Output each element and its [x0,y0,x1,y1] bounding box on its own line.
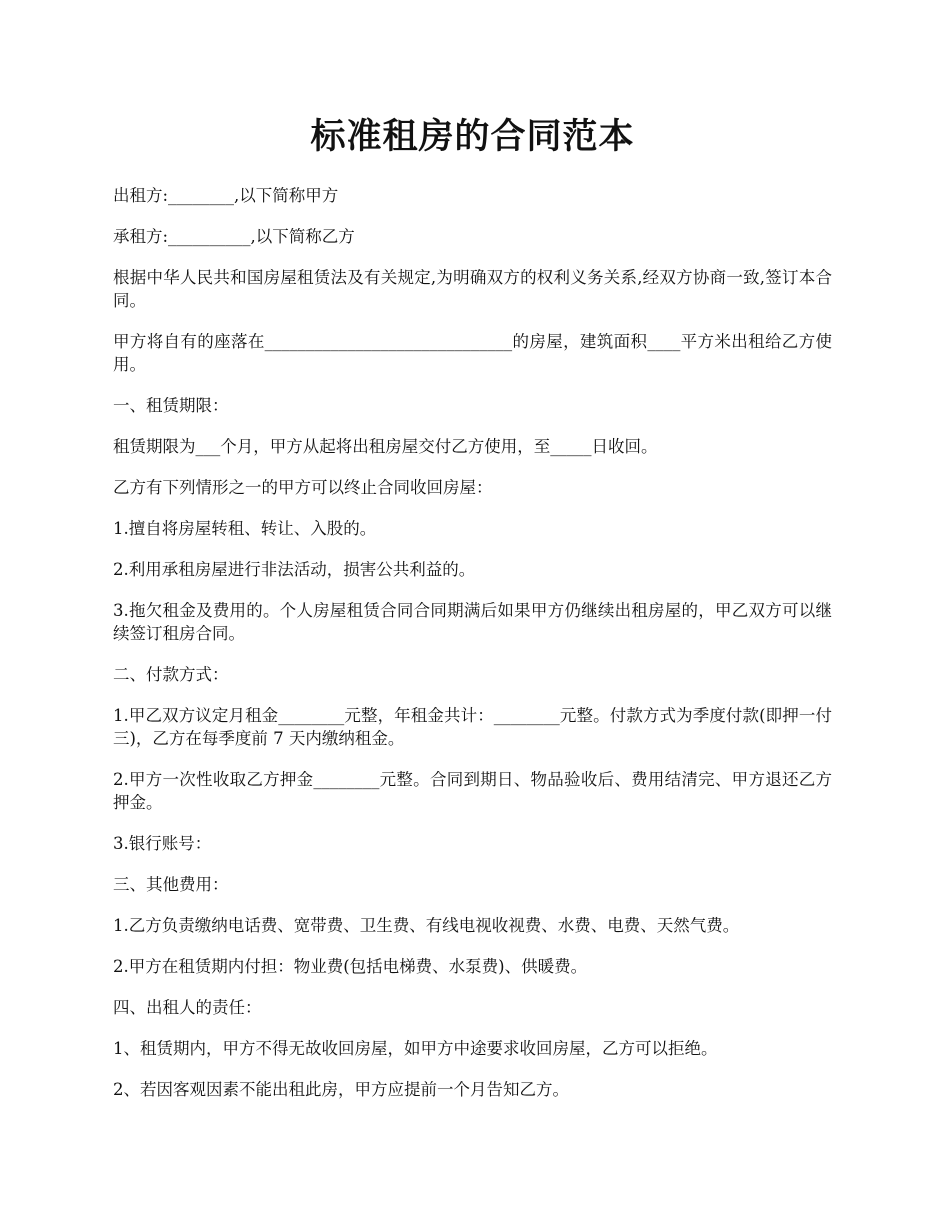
lease-term-paragraph: 租赁期限为___个月，甲方从起将出租房屋交付乙方使用，至_____日收回。 [113,437,658,456]
property-paragraph: 甲方将自有的座落在______________________________的房屋，建筑面积____平方米出租给乙方使用。 [113,332,832,374]
fees-item-2: 2.甲方在租赁期内付担：物业费(包括电梯费、水泵费)、供暖费。 [113,957,588,976]
termination-item-2: 2.利用承租房屋进行非法活动，损害公共利益的。 [113,560,476,579]
lessee-line: 承租方:__________,以下简称乙方 [113,227,355,246]
section-heading-payment: 二、付款方式： [113,665,229,684]
termination-conditions-intro: 乙方有下列情形之一的甲方可以终止合同收回房屋： [113,478,493,497]
duties-item-2: 2、若因客观因素不能出租此房，甲方应提前一个月告知乙方。 [113,1080,569,1099]
termination-item-1: 1.擅自将房屋转租、转让、入股的。 [113,519,377,538]
section-heading-lessor-duties: 四、出租人的责任： [113,998,262,1017]
payment-item-3: 3.银行账号： [113,834,212,853]
section-heading-lease-term: 一、租赁期限： [113,396,229,415]
document-title: 标准租房的合同范本 [310,116,635,157]
termination-item-3: 3.拖欠租金及费用的。个人房屋租赁合同合同期满后如果甲方仍继续出租房屋的，甲乙双方可以继续签订租房合同。 [113,601,832,643]
lessor-line: 出租方:________,以下简称甲方 [113,186,339,205]
preamble-paragraph: 根据中华人民共和国房屋租赁法及有关规定,为明确双方的权利义务关系,经双方协商一致,签订本合同。 [113,268,832,310]
duties-item-1: 1、租赁期内，甲方不得无故收回房屋，如甲方中途要求收回房屋，乙方可以拒绝。 [113,1039,718,1058]
fees-item-1: 1.乙方负责缴纳电话费、宽带费、卫生费、有线电视收视费、水费、电费、天然气费。 [113,916,740,935]
payment-item-1: 1.甲乙双方议定月租金________元整，年租金共计：________元整。付款方式为季度付款(即押一付三)，乙方在每季度前 7 天内缴纳租金。 [113,706,832,748]
section-heading-other-fees: 三、其他费用： [113,875,229,894]
payment-item-2: 2.甲方一次性收取乙方押金________元整。合同到期日、物品验收后、费用结清完、甲方退还乙方押金。 [113,770,832,812]
